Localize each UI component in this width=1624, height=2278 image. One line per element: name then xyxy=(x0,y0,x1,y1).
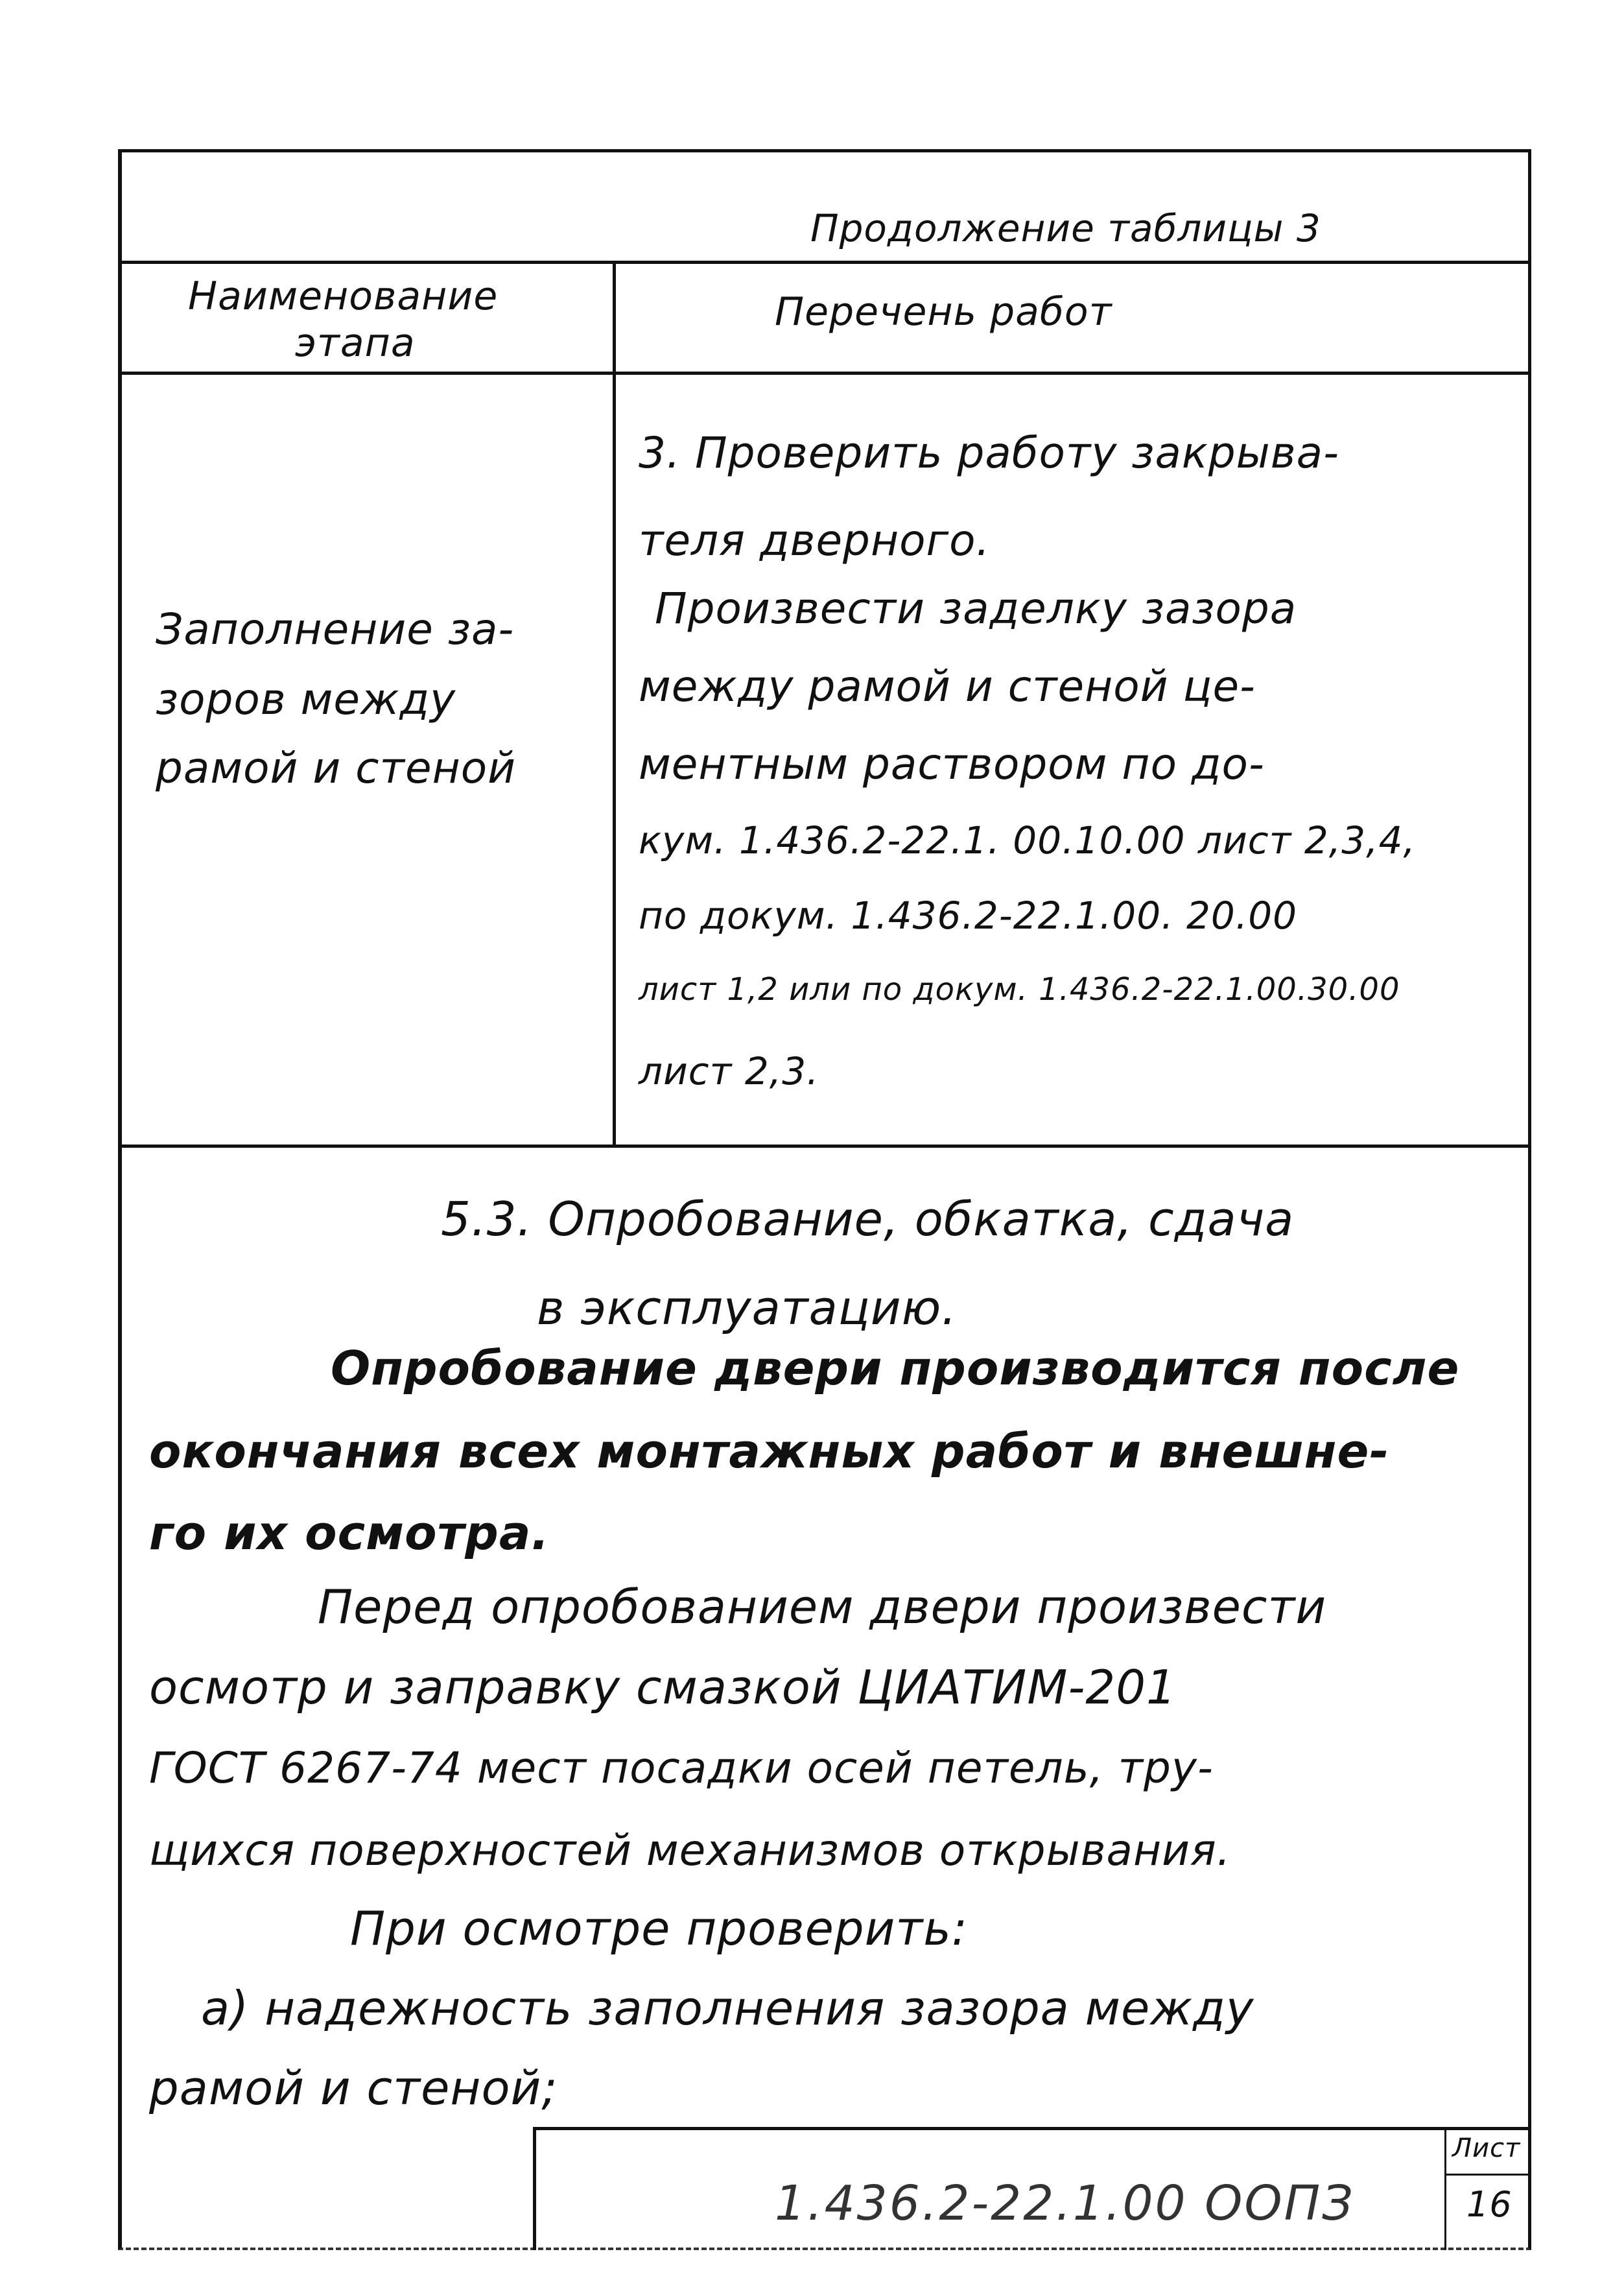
table-top-border xyxy=(118,261,1531,264)
title-block-top-border xyxy=(533,2127,1531,2130)
paragraph1-line3: го их осмотра. xyxy=(149,1506,550,1560)
work-line-8: лист 1,2 или по докум. 1.436.2-22.1.00.30.00 xyxy=(639,971,1400,1008)
list-item-a-line1: а) надежность заполнения зазора между xyxy=(201,1981,1254,2035)
stage-name-line1: Заполнение за- xyxy=(156,604,515,654)
work-line-6: кум. 1.436.2-22.1. 00.10.00 лист 2,3,4, xyxy=(639,818,1416,862)
work-line-3: Произвести заделку зазора xyxy=(655,584,1297,634)
work-line-9: лист 2,3. xyxy=(639,1049,819,1093)
work-line-1: 3. Проверить работу закрыва- xyxy=(639,428,1339,478)
paragraph3: При осмотре проверить: xyxy=(350,1901,969,1956)
section-title-line1: 5.3. Опробование, обкатка, сдача xyxy=(441,1192,1295,1246)
table-header-border xyxy=(118,372,1531,375)
stage-name-line3: рамой и стеной xyxy=(156,743,517,793)
work-line-2: теля дверного. xyxy=(639,516,991,565)
work-line-7: по докум. 1.436.2-22.1.00. 20.00 xyxy=(639,894,1298,938)
paragraph1-line1: Опробование двери производится после xyxy=(331,1341,1460,1395)
work-line-4: между рамой и стеной це- xyxy=(639,661,1256,711)
header-stage-name-line2: этапа xyxy=(295,320,416,366)
table-caption: Продолжение таблицы 3 xyxy=(810,206,1321,250)
title-block-left-border xyxy=(533,2127,536,2250)
table-column-divider xyxy=(613,261,616,1148)
header-stage-name-line1: Наименование xyxy=(188,274,499,319)
sheet-cell-divider xyxy=(1444,2127,1446,2250)
document-code: 1.436.2-22.1.00 ООПЗ xyxy=(775,2176,1355,2231)
list-item-a-line2: рамой и стеной; xyxy=(149,2061,558,2115)
paragraph2-line4: щихся поверхностей механизмов открывания. xyxy=(149,1825,1231,1875)
paragraph2-line2: осмотр и заправку смазкой ЦИАТИМ-201 xyxy=(149,1660,1177,1714)
sheet-cell-separator xyxy=(1446,2174,1531,2176)
stage-name-line2: зоров между xyxy=(156,674,456,724)
sheet-label: Лист xyxy=(1452,2133,1521,2163)
header-work-list: Перечень работ xyxy=(775,289,1112,335)
work-line-5: ментным раствором по до- xyxy=(639,739,1265,789)
sheet-number: 16 xyxy=(1466,2184,1512,2225)
paragraph1-line2: окончания всех монтажных работ и внешне- xyxy=(149,1424,1390,1478)
section-title-line2: в эксплуатацию. xyxy=(537,1281,958,1335)
paragraph2-line1: Перед опробованием двери произвести xyxy=(318,1580,1327,1634)
paragraph2-line3: ГОСТ 6267-74 мест посадки осей петель, тру- xyxy=(149,1743,1214,1793)
table-bottom-border xyxy=(118,1145,1531,1148)
